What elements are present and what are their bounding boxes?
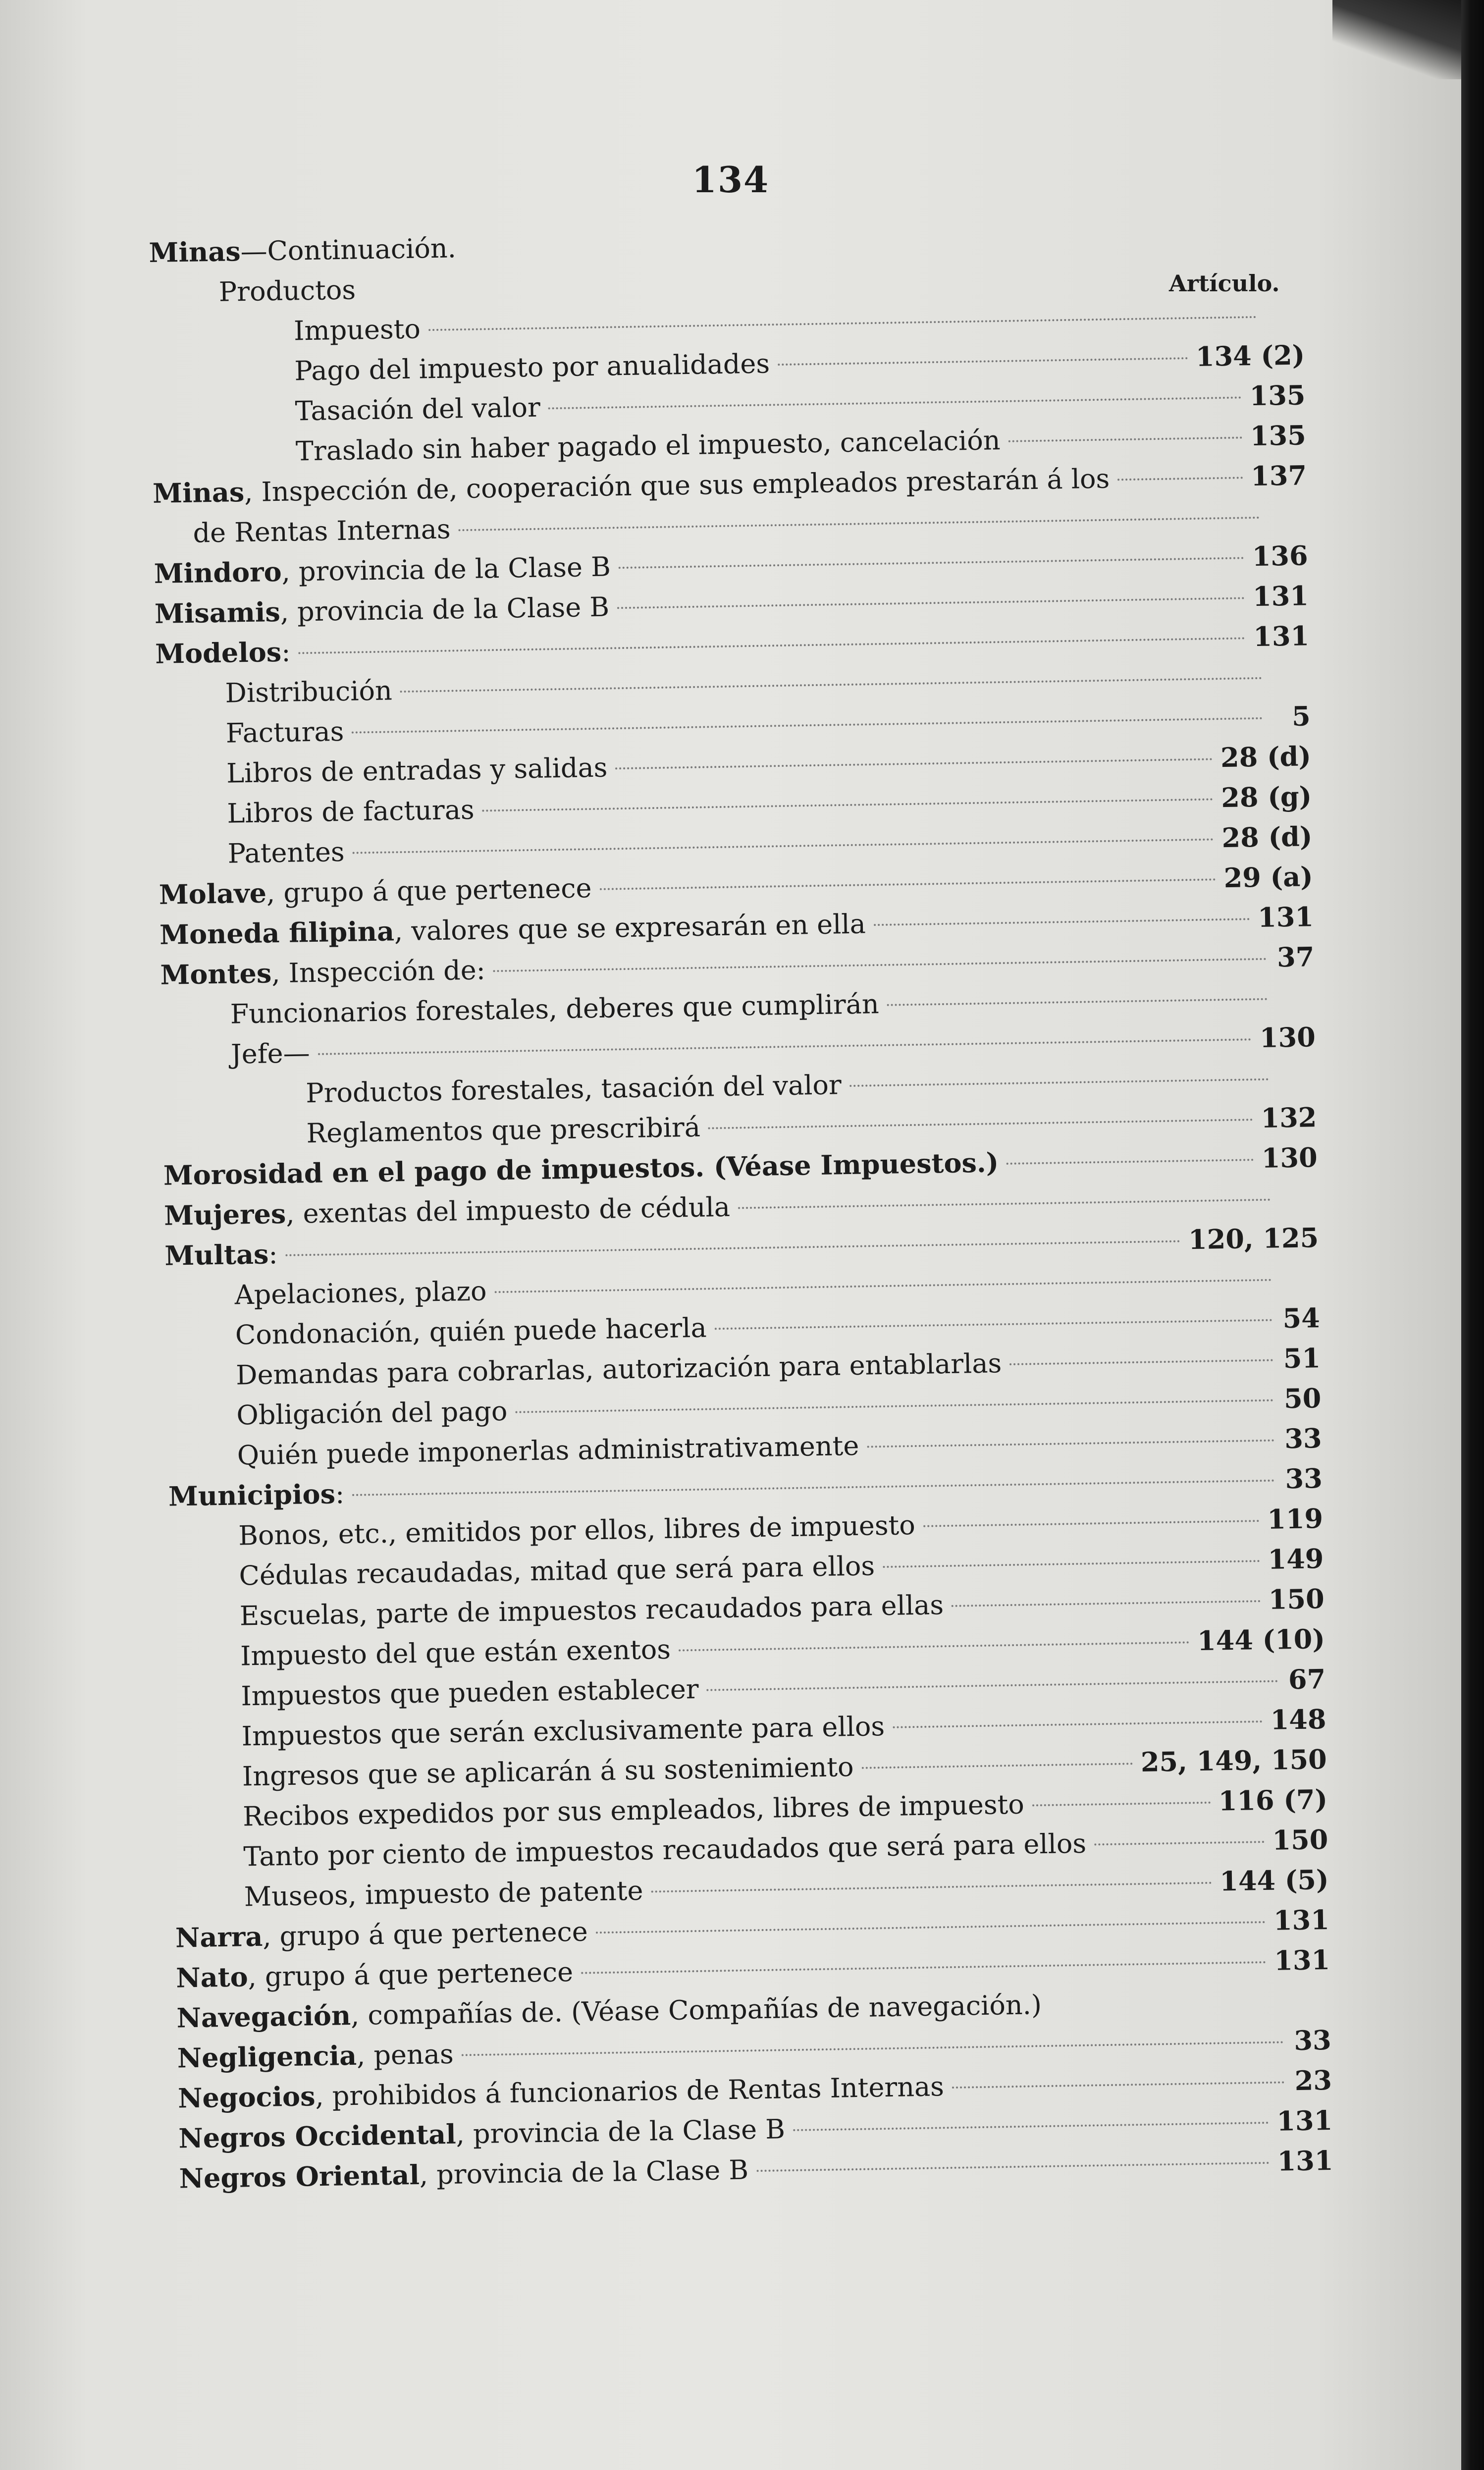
article-reference: 67 — [1288, 1663, 1326, 1696]
entry-text: Cédulas recaudadas, mitad que será para ellos — [239, 1550, 875, 1592]
article-reference: 132 — [1261, 1101, 1317, 1134]
leader-dots — [715, 1319, 1272, 1330]
leader-dots — [1032, 1802, 1211, 1807]
entry-text: Morosidad en el pago de impuestos. (Véase Impuestos.) — [163, 1146, 999, 1191]
entry-text: Libros de entradas y salidas — [226, 752, 608, 789]
entry-text: Tanto por ciento de impuestos recaudados que será para ellos — [243, 1827, 1087, 1873]
entry-text: Obligación del pago — [236, 1395, 508, 1431]
leader-dots — [353, 838, 1214, 854]
entry-text: Mujeres, exentas del impuesto de cédula — [163, 1191, 731, 1232]
entry-text: Mindoro, provincia de la Clase B — [154, 551, 611, 590]
leader-dots — [581, 1961, 1266, 1974]
entry-text: Impuestos que serán exclusivamente para ellos — [241, 1711, 885, 1752]
page-number: 134 — [691, 159, 770, 201]
leader-dots — [679, 1641, 1189, 1651]
entry-text: Ingresos que se aplicarán á su sostenimiento — [242, 1751, 854, 1792]
leader-dots — [861, 1763, 1133, 1769]
article-reference: 33 — [1284, 1422, 1323, 1455]
entry-text: Impuesto del que están exentos — [240, 1633, 671, 1672]
page-corner-shadow — [1332, 0, 1461, 79]
article-reference: 51 — [1283, 1342, 1321, 1375]
article-reference — [1291, 2009, 1331, 2010]
leader-dots — [793, 2122, 1269, 2131]
leader-dots — [1007, 1159, 1254, 1165]
article-reference: 150 — [1268, 1583, 1325, 1615]
article-reference: 131 — [1276, 2104, 1333, 2137]
article-reference: 5 — [1291, 700, 1311, 732]
leader-dots — [352, 1480, 1275, 1496]
entry-text: Museos, impuesto de patente — [244, 1875, 643, 1913]
leader-dots — [428, 316, 1257, 331]
leader-dots — [952, 2081, 1284, 2089]
leader-dots — [1117, 477, 1243, 481]
leader-dots — [318, 1038, 1252, 1055]
article-reference: 144 (5) — [1219, 1863, 1329, 1897]
leader-dots — [1094, 1841, 1264, 1845]
entry-text: Productos forestales, tasación del valor — [305, 1069, 842, 1109]
entry-text: Modelos: — [155, 636, 291, 670]
entry-text: Negros Oriental, provincia de la Clase B — [179, 2154, 749, 2195]
leader-dots — [708, 1119, 1253, 1129]
entry-text: Misamis, provincia de la Clase B — [154, 591, 610, 630]
entry-text: Apelaciones, plazo — [234, 1275, 487, 1311]
leader-dots — [286, 1240, 1181, 1256]
article-reference: 136 — [1252, 539, 1309, 573]
entry-text: Multas: — [164, 1238, 278, 1272]
leader-dots — [849, 1078, 1269, 1087]
leader-dots — [778, 357, 1188, 366]
entry-text: Impuestos que pueden establecer — [240, 1673, 699, 1712]
leader-dots — [400, 677, 1263, 693]
leader-dots — [617, 597, 1245, 609]
entry-text: Tasación del valor — [295, 391, 541, 427]
leader-dots — [482, 798, 1214, 811]
leader-dots — [364, 276, 1256, 292]
article-reference: 131 — [1273, 1943, 1330, 1977]
article-reference: 119 — [1267, 1503, 1324, 1535]
article-reference: 131 — [1273, 1903, 1330, 1936]
article-reference: 50 — [1283, 1382, 1322, 1415]
article-reference: 144 (10) — [1197, 1623, 1325, 1657]
leader-dots — [923, 1520, 1260, 1527]
entry-text: de Rentas Internas — [193, 513, 451, 549]
entry-text: Recibos expedidos por sus empleados, libres de impuesto — [242, 1788, 1025, 1832]
article-reference: 134 (2) — [1195, 339, 1305, 373]
leader-dots — [707, 1680, 1278, 1691]
entry-text: Escuelas, parte de impuestos recaudados para ellas — [239, 1589, 944, 1632]
entry-text: Municipios: — [168, 1478, 345, 1512]
entry-text: Moneda filipina, valores que se expresarán en ella — [159, 908, 866, 951]
article-reference: 116 (7) — [1218, 1783, 1328, 1817]
leader-dots — [893, 1720, 1263, 1728]
leader-dots — [596, 1921, 1266, 1933]
entry-text: Patentes — [227, 836, 345, 869]
entry-text: Nato, grupo á que pertenece — [175, 1956, 574, 1994]
entry-text: Facturas — [225, 715, 344, 749]
entry-text: Narra, grupo á que pertenece — [175, 1916, 588, 1954]
article-reference: 150 — [1272, 1824, 1328, 1856]
entry-text: Quién puede imponerlas administrativamente — [237, 1430, 859, 1471]
entry-text: Impuesto — [293, 313, 421, 347]
entry-text: Negros Occidental, provincia de la Clase B — [178, 2113, 786, 2154]
article-reference: 23 — [1294, 2064, 1332, 2097]
article-reference: 28 (d) — [1220, 740, 1312, 774]
article-reference: 131 — [1252, 580, 1309, 613]
entry-text: Productos — [218, 274, 356, 308]
article-reference: 33 — [1293, 2024, 1332, 2057]
article-reference — [1275, 1006, 1315, 1007]
leader-dots — [651, 1882, 1212, 1893]
leader-dots — [459, 517, 1260, 531]
leader-dots — [515, 1399, 1273, 1413]
leader-dots — [874, 918, 1250, 926]
entry-text: Molave, grupo á que pertenece — [159, 872, 592, 911]
column-heading-articulo: Artículo. — [1169, 270, 1280, 297]
entry-text: Montes, Inspección de: — [160, 954, 486, 991]
entry-text: Minas—Continuación. — [149, 232, 457, 268]
entry-text: Navegación, compañías de. (Véase Compañías de navegación.) — [176, 1989, 1042, 2034]
article-reference: 33 — [1285, 1462, 1323, 1495]
entry-text: Bonos, etc., emitidos por ellos, libres de impuesto — [238, 1509, 916, 1552]
index-entries — [149, 215, 1333, 2199]
entry-text: Condonación, quién puede hacerla — [235, 1312, 707, 1351]
article-reference: 37 — [1276, 941, 1315, 973]
leader-dots — [615, 758, 1213, 769]
article-reference: 131 — [1277, 2144, 1333, 2177]
article-reference: 131 — [1253, 620, 1310, 653]
article-reference: 130 — [1259, 1021, 1316, 1054]
entry-text: Negocios, prohibidos á funcionarios de Rentas Internas — [177, 2071, 945, 2114]
leader-dots — [887, 998, 1268, 1006]
leader-dots — [462, 2041, 1284, 2056]
article-reference: 131 — [1257, 901, 1314, 933]
leader-dots — [756, 2162, 1270, 2172]
article-reference — [1271, 685, 1310, 686]
entry-text: Distribución — [225, 675, 393, 709]
article-reference — [1276, 1086, 1316, 1087]
entry-text: Traslado sin haber pagado el impuesto, cancelación — [295, 425, 1001, 467]
entry-text: Jefe— — [230, 1037, 311, 1070]
article-reference: 28 (d) — [1221, 820, 1313, 854]
leader-dots — [738, 1199, 1271, 1209]
entry-text: Libros de facturas — [226, 794, 475, 829]
leader-dots — [599, 878, 1216, 890]
leader-dots — [493, 958, 1267, 972]
entry-text: Negligencia, penas — [177, 2038, 454, 2074]
article-reference: 25, 149, 150 — [1140, 1743, 1327, 1778]
entry-text: Reglamentos que prescribirá — [306, 1111, 701, 1149]
leader-dots — [867, 1440, 1274, 1448]
leader-dots — [464, 236, 1256, 250]
entry-text: Pago del impuesto por anualidades — [294, 348, 770, 387]
entry-text: Demandas para cobrarlas, autorización para entablarlas — [235, 1347, 1002, 1391]
entry-text: Funcionarios forestales, deberes que cumplirán — [230, 988, 880, 1030]
article-reference: 29 (a) — [1223, 860, 1314, 894]
entry-text: Minas, Inspección de, cooperación que sus empleados prestarán á los — [152, 463, 1110, 509]
leader-dots — [1008, 436, 1243, 442]
article-reference: 54 — [1282, 1302, 1321, 1335]
article-reference: 135 — [1249, 379, 1306, 412]
article-reference: 28 (g) — [1220, 780, 1312, 814]
article-reference: 120, 125 — [1188, 1222, 1319, 1256]
article-reference: 148 — [1270, 1703, 1326, 1736]
article-reference: 137 — [1250, 459, 1307, 492]
article-reference: 149 — [1268, 1543, 1324, 1575]
article-reference: 135 — [1250, 419, 1307, 452]
leader-dots — [494, 1279, 1272, 1293]
leader-dots — [1009, 1359, 1273, 1365]
leader-dots — [619, 557, 1244, 569]
leader-dots — [883, 1560, 1260, 1568]
leader-dots — [298, 637, 1245, 654]
leader-dots — [548, 396, 1242, 409]
article-reference — [1280, 1287, 1320, 1288]
leader-dots — [352, 717, 1263, 734]
book-edge — [1461, 0, 1484, 2470]
leader-dots — [1050, 2001, 1283, 2006]
article-reference: 130 — [1261, 1141, 1318, 1174]
leader-dots — [952, 1600, 1261, 1607]
